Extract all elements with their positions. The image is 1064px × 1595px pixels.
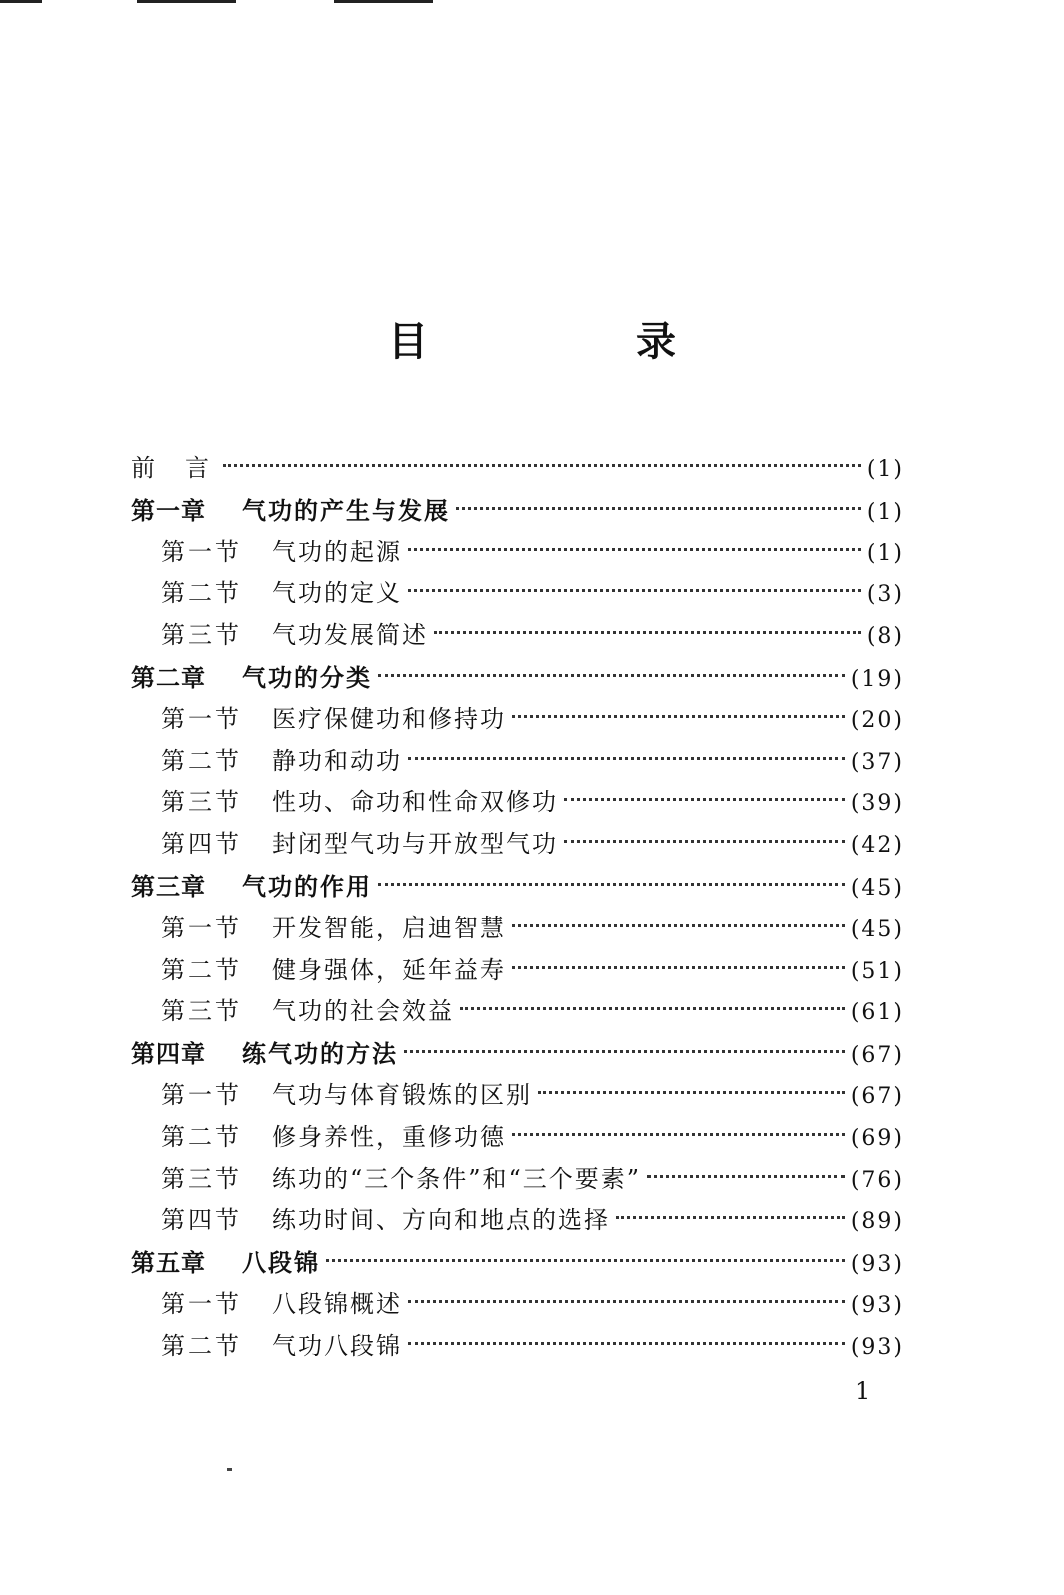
toc-entry-label: 第二节	[161, 1122, 242, 1151]
toc-entry-label: 第四节	[161, 1206, 242, 1235]
toc-entry	[131, 1242, 904, 1284]
toc-entry-label: 第二节	[161, 955, 242, 984]
toc-entry-title: 封闭型气功与开放型气功	[272, 830, 558, 859]
toc-entry-label: 第三章	[131, 871, 206, 901]
toc-entry-page: (76)	[850, 1167, 904, 1193]
toc-dot-leader	[434, 631, 861, 634]
toc-entry	[131, 1284, 904, 1326]
toc-entry-title: 练功的“三个条件”和“三个要素”	[272, 1164, 642, 1193]
toc-entry-title: 练功时间、方向和地点的选择	[272, 1206, 610, 1235]
toc-dot-leader	[408, 1342, 845, 1345]
toc-dot-leader	[564, 840, 845, 843]
toc-dot-leader	[512, 1133, 845, 1136]
toc-dot-leader	[378, 883, 845, 886]
toc-entry	[131, 824, 904, 866]
toc-entry	[131, 1200, 904, 1242]
toc-entry-title: 气功与体育锻炼的区别	[272, 1080, 532, 1109]
toc-entry	[131, 490, 904, 532]
toc-entry-title: 气功八段锦	[272, 1331, 402, 1360]
toc-entry-page: (39)	[850, 791, 904, 817]
toc-entry-label: 第四节	[161, 830, 242, 859]
toc-dot-leader	[408, 589, 861, 592]
toc-entry	[131, 991, 904, 1033]
toc-entry-page: (93)	[850, 1292, 904, 1318]
toc-entry-page: (1)	[866, 540, 904, 566]
toc-entry	[131, 741, 904, 783]
toc-entry	[131, 1159, 904, 1201]
toc-entry-page: (67)	[850, 1083, 904, 1109]
toc-entry	[131, 1326, 904, 1368]
toc-dot-leader	[512, 924, 845, 927]
toc-dot-leader	[378, 674, 845, 677]
toc-entry-page: (19)	[850, 666, 904, 692]
toc-entry-page: (93)	[850, 1334, 904, 1360]
toc-entry-page: (3)	[866, 582, 904, 608]
toc-entry-label: 第一节	[161, 537, 242, 566]
toc-entry-label: 第三节	[161, 997, 242, 1026]
toc-entry-label: 第二节	[161, 1331, 242, 1360]
toc-entry-title: 开发智能，启迪智慧	[272, 913, 506, 942]
toc-entry	[131, 1033, 904, 1075]
toc-dot-leader	[460, 1007, 845, 1010]
toc-entry-title: 气功的分类	[242, 662, 372, 692]
toc-entry-title: 练气功的方法	[242, 1039, 398, 1069]
toc-entry-label: 第一节	[161, 1289, 242, 1318]
toc-dot-leader	[512, 966, 845, 969]
toc-entry	[131, 699, 904, 741]
toc-entry-page: (1)	[866, 457, 904, 482]
toc-entry-label: 第一节	[161, 704, 242, 733]
toc-entry-title: 气功的社会效益	[272, 997, 454, 1026]
toc-entry-title: 气功的作用	[242, 871, 372, 901]
toc-dot-leader	[223, 464, 861, 467]
toc-entry-page: (67)	[850, 1043, 904, 1069]
toc-entry	[131, 532, 904, 574]
toc-dot-leader	[408, 757, 845, 760]
page-number: 1	[855, 1377, 871, 1405]
toc-entry-title: 健身强体，延年益寿	[272, 955, 506, 984]
toc-entry-label: 第一节	[161, 1080, 242, 1109]
toc-entry-page: (8)	[866, 624, 904, 650]
toc-entry-label: 第三节	[161, 621, 242, 650]
toc-entry-page: (20)	[850, 707, 904, 733]
toc-entry	[131, 573, 904, 615]
scan-edge-mark	[137, 0, 236, 3]
toc-entry-title: 气功的起源	[272, 537, 402, 566]
toc-entry	[131, 908, 904, 950]
toc-entry-page: (93)	[850, 1252, 904, 1278]
toc-dot-leader	[456, 507, 861, 510]
toc-entry	[131, 866, 904, 908]
toc-entry-page: (69)	[850, 1125, 904, 1151]
toc-dot-leader	[408, 1300, 845, 1303]
toc-entry	[131, 615, 904, 657]
toc-entry-label: 前言	[131, 454, 239, 482]
toc-entry-page: (51)	[850, 958, 904, 984]
toc-entry-title: 修身养性，重修功德	[272, 1122, 506, 1151]
toc-entry-page: (42)	[850, 833, 904, 859]
toc-entry-label: 第二节	[161, 746, 242, 775]
toc-entry	[131, 1117, 904, 1159]
toc-entry	[131, 1075, 904, 1117]
toc-entry	[131, 657, 904, 699]
toc-entry-title: 气功的定义	[272, 579, 402, 608]
toc-entry	[131, 448, 904, 490]
toc-entry-label: 第五章	[131, 1248, 206, 1278]
toc-entry-label: 第三节	[161, 788, 242, 817]
toc-entry-label: 第一章	[131, 495, 206, 525]
scan-edge-mark	[0, 0, 42, 3]
toc-entry-label: 第三节	[161, 1164, 242, 1193]
toc-entry-title: 气功的产生与发展	[242, 495, 450, 525]
toc-entry	[131, 782, 904, 824]
toc-entry-page: (45)	[850, 875, 904, 901]
toc-dot-leader	[616, 1216, 845, 1219]
toc-entry-page: (61)	[850, 1000, 904, 1026]
toc-entry-page: (89)	[850, 1209, 904, 1235]
scan-edge-mark	[334, 0, 433, 3]
toc-entry-label: 第四章	[131, 1039, 206, 1069]
toc-dot-leader	[408, 548, 861, 551]
toc-entry-label: 第二章	[131, 662, 206, 692]
toc-entry-title: 八段锦概述	[272, 1289, 402, 1318]
toc-entry-label: 第二节	[161, 579, 242, 608]
toc-dot-leader	[538, 1091, 845, 1094]
toc-entry-title: 气功发展简述	[272, 621, 428, 650]
toc-entry-label: 第一节	[161, 913, 242, 942]
scan-speck	[227, 1468, 232, 1471]
toc-dot-leader	[647, 1175, 845, 1178]
toc-entry	[131, 950, 904, 992]
toc-dot-leader	[512, 715, 845, 718]
toc-entry-page: (1)	[866, 499, 904, 525]
toc-dot-leader	[326, 1259, 845, 1262]
toc-entry-page: (37)	[850, 749, 904, 775]
toc-entry-title: 性功、命功和性命双修功	[272, 788, 558, 817]
toc-entry-title: 八段锦	[242, 1248, 320, 1278]
toc-dot-leader	[404, 1050, 845, 1053]
table-of-contents	[131, 448, 904, 1368]
toc-entry-title: 医疗保健功和修持功	[272, 704, 506, 733]
page-title: 目 录	[388, 318, 760, 365]
toc-dot-leader	[564, 798, 845, 801]
toc-entry-title: 静功和动功	[272, 746, 402, 775]
toc-entry-page: (45)	[850, 916, 904, 942]
